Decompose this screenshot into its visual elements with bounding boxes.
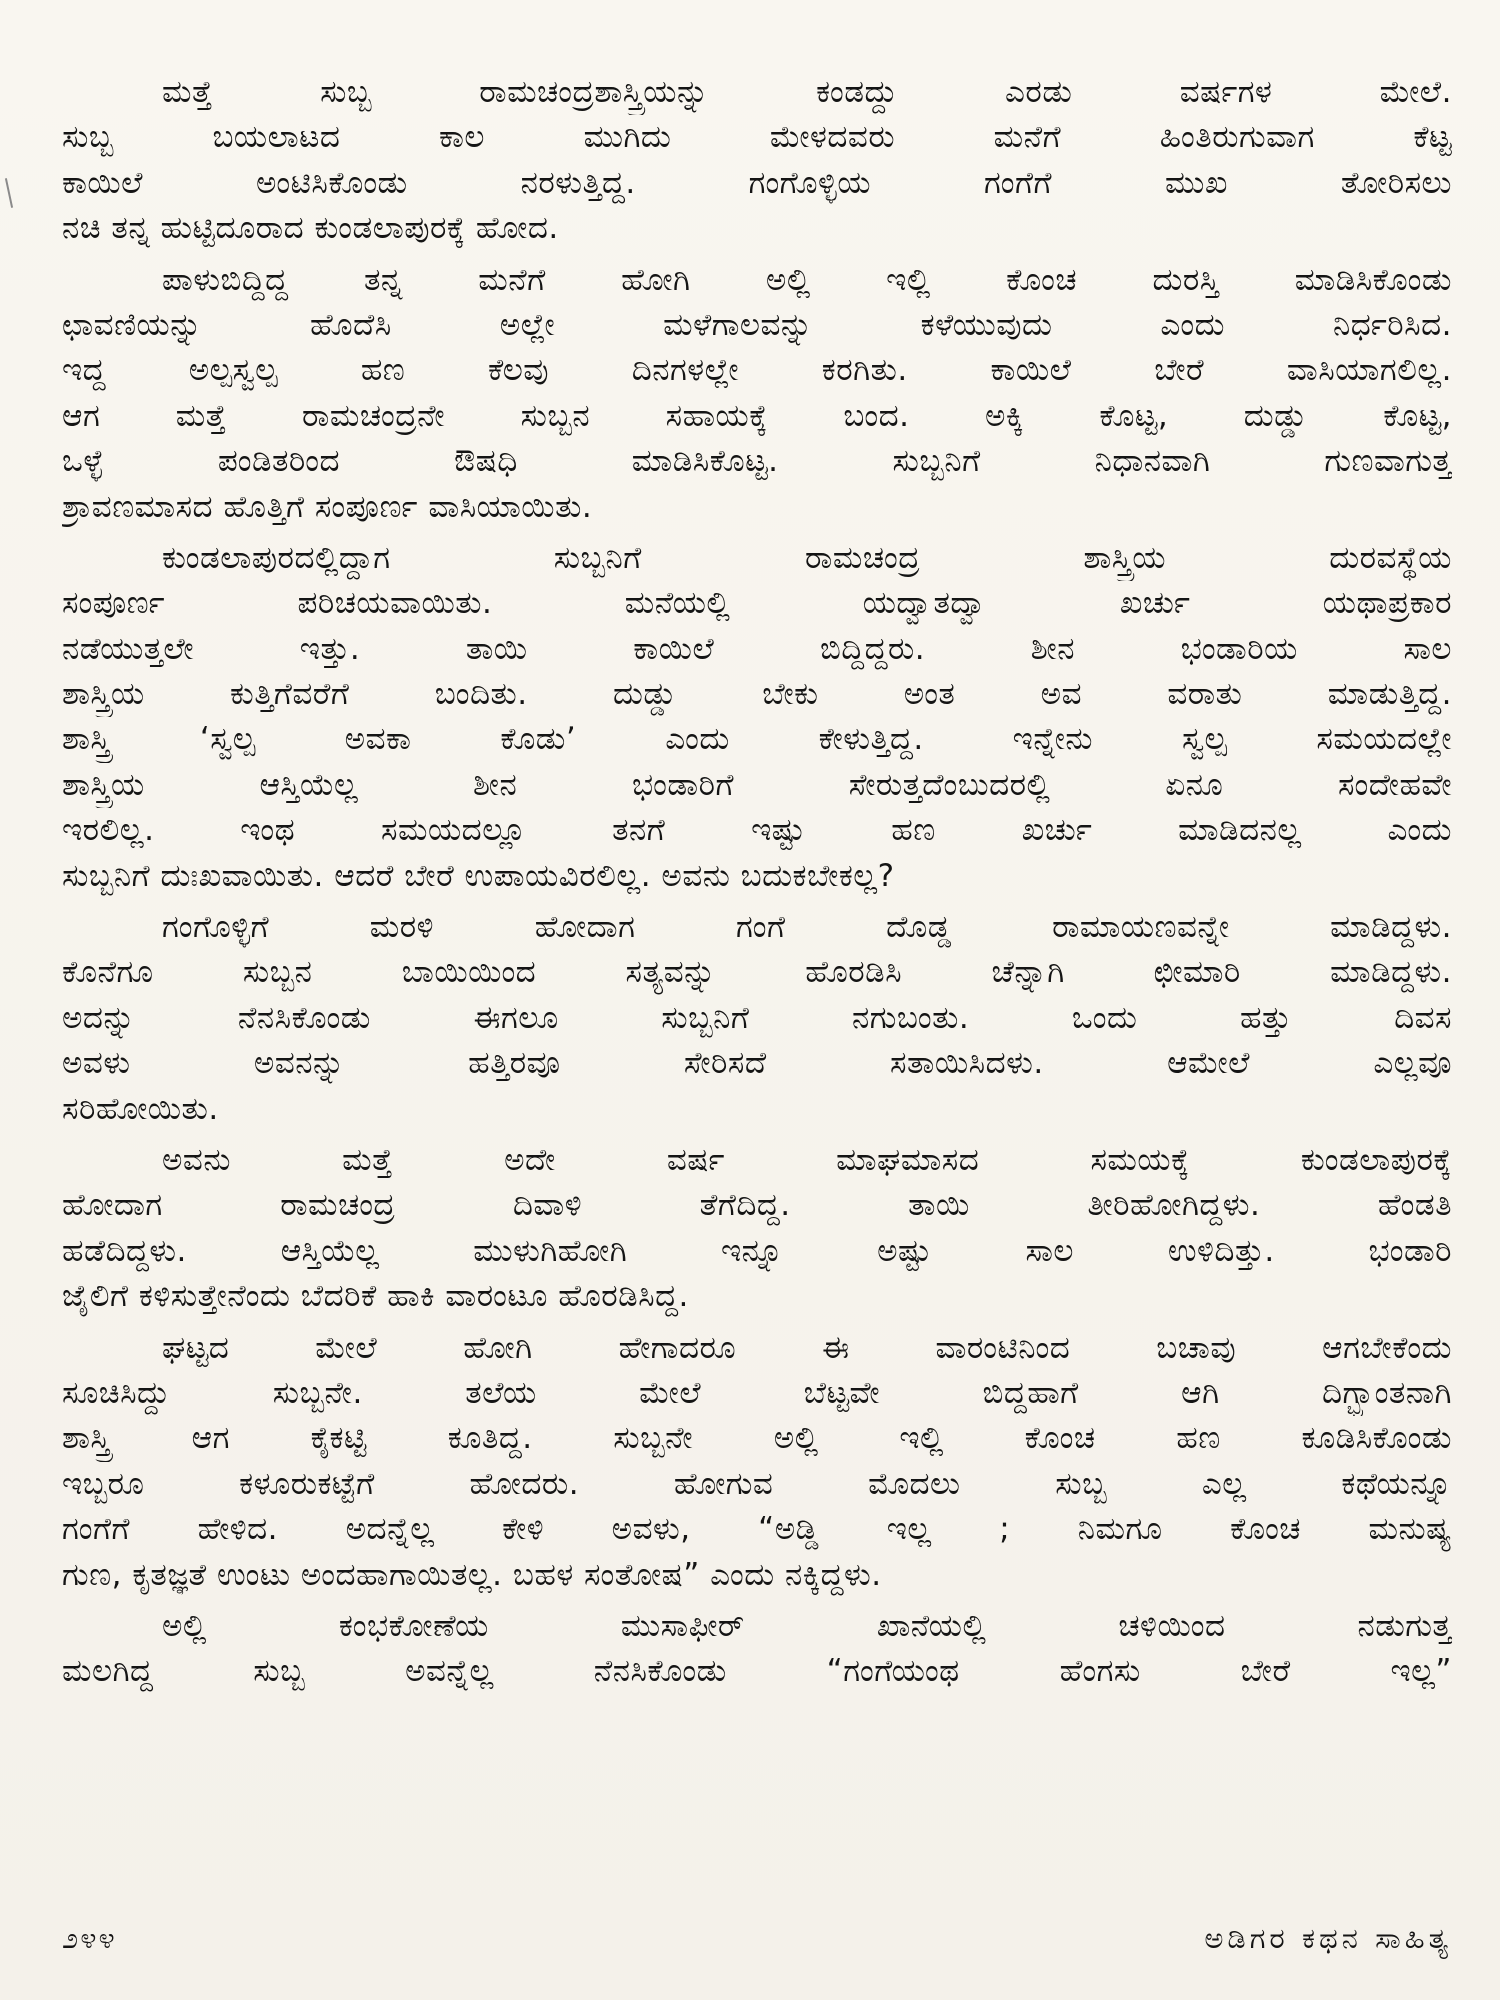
paragraph-2 — [62, 258, 1452, 530]
text-line: ಜೈಲಿಗೆ ಕಳಿಸುತ್ತೇನೆಂದು ಬೆದರಿಕೆ ಹಾಕಿ ವಾರಂಟೂ ಹೊರಡಿಸಿದ್ದ. — [62, 1278, 689, 1315]
paragraph-6 — [62, 1326, 1452, 1598]
text-line: ಕೊನೆಗೂ ಸುಬ್ಬನ ಬಾಯಿಯಿಂದ ಸತ್ಯವನ್ನು ಹೊರಡಿಸಿ ಚೆನ್ನಾಗಿ ಛೀಮಾರಿ ಮಾಡಿದ್ದಳು. — [62, 954, 1452, 991]
text-line: ಇರಲಿಲ್ಲ. ಇಂಥ ಸಮಯದಲ್ಲೂ ತನಗೆ ಇಷ್ಟು ಹಣ ಖರ್ಚು ಮಾಡಿದನಲ್ಲ ಎಂದು — [62, 812, 1452, 849]
paragraph-1 — [62, 70, 1452, 252]
text-line: ಮಲಗಿದ್ದ ಸುಬ್ಬ ಅವನ್ನೆಲ್ಲ ನೆನಸಿಕೊಂಡು “ಗಂಗೆಯಂಥ ಹೆಂಗಸು ಬೇರೆ ಇಲ್ಲ” — [62, 1653, 1452, 1690]
text-line: ಹೋದಾಗ ರಾಮಚಂದ್ರ ದಿವಾಳಿ ತೆಗೆದಿದ್ದ. ತಾಯಿ ತೀರಿಹೋಗಿದ್ದಳು. ಹೆಂಡತಿ — [62, 1187, 1452, 1224]
text-line: ಇಬ್ಬರೂ ಕಳೂರುಕಟ್ಟೆಗೆ ಹೋದರು. ಹೋಗುವ ಮೊದಲು ಸುಬ್ಬ ಎಲ್ಲ ಕಥೆಯನ್ನೂ — [62, 1465, 1452, 1502]
paragraph-7 — [62, 1604, 1452, 1695]
body-text — [62, 70, 1452, 1701]
text-line: ಸುಬ್ಬನಿಗೆ ದುಃಖವಾಯಿತು. ಆದರೆ ಬೇರೆ ಉಪಾಯವಿರಲಿಲ್ಲ. ಅವನು ಬದುಕಬೇಕಲ್ಲ? — [62, 857, 895, 894]
page-footer — [62, 1918, 1452, 1958]
text-line: ಛಾವಣಿಯನ್ನು ಹೊದೆಸಿ ಅಲ್ಲೇ ಮಳೆಗಾಲವನ್ನು ಕಳೆಯುವುದು ಎಂದು ನಿರ್ಧರಿಸಿದ. — [62, 306, 1452, 343]
text-line: ಸುಬ್ಬ ಬಯಲಾಟದ ಕಾಲ ಮುಗಿದು ಮೇಳದವರು ಮನೆಗೆ ಹಿಂತಿರುಗುವಾಗ ಕೆಟ್ಟ — [62, 119, 1452, 156]
text-line: ಆಗ ಮತ್ತೆ ರಾಮಚಂದ್ರನೇ ಸುಬ್ಬನ ಸಹಾಯಕ್ಕೆ ಬಂದ. ಅಕ್ಕಿ ಕೊಟ್ಟ, ದುಡ್ಡು ಕೊಟ್ಟ, — [62, 397, 1452, 434]
text-line: ಅದನ್ನು ನೆನಸಿಕೊಂಡು ಈಗಲೂ ಸುಬ್ಬನಿಗೆ ನಗುಬಂತು. ಒಂದು ಹತ್ತು ದಿವಸ — [62, 999, 1452, 1036]
text-line: ಘಟ್ಟದ ಮೇಲೆ ಹೋಗಿ ಹೇಗಾದರೂ ಈ ವಾರಂಟಿನಿಂದ ಬಚಾವು ಆಗಬೇಕೆಂದು — [162, 1329, 1452, 1366]
text-line: ಅವಳು ಅವನನ್ನು ಹತ್ತಿರವೂ ಸೇರಿಸದೆ ಸತಾಯಿಸಿದಳು. ಆಮೇಲೆ ಎಲ್ಲವೂ — [62, 1045, 1452, 1082]
text-line: ಶ್ರಾವಣಮಾಸದ ಹೊತ್ತಿಗೆ ಸಂಪೂರ್ಣ ವಾಸಿಯಾಯಿತು. — [62, 488, 593, 525]
running-footer-title: ಅಡಿಗರ ಕಥನ ಸಾಹಿತ್ಯ — [1204, 1921, 1452, 1955]
paragraph-5 — [62, 1138, 1452, 1320]
margin-pen-mark — [5, 178, 13, 208]
text-line: ಶಾಸ್ತ್ರಿ ಆಗ ಕೈಕಟ್ಟಿ ಕೂತಿದ್ದ. ಸುಬ್ಬನೇ ಅಲ್ಲಿ ಇಲ್ಲಿ ಕೊಂಚ ಹಣ ಕೂಡಿಸಿಕೊಂಡು — [62, 1420, 1452, 1457]
text-line: ಸೂಚಿಸಿದ್ದು ಸುಬ್ಬನೇ. ತಲೆಯ ಮೇಲೆ ಬೆಟ್ಟವೇ ಬಿದ್ದಹಾಗೆ ಆಗಿ ದಿಗ್ಭ್ರಾಂತನಾಗಿ — [62, 1374, 1452, 1411]
paragraph-4 — [62, 905, 1452, 1132]
text-line: ಒಳ್ಳೆ ಪಂಡಿತರಿಂದ ಔಷಧಿ ಮಾಡಿಸಿಕೊಟ್ಟ. ಸುಬ್ಬನಿಗೆ ನಿಧಾನವಾಗಿ ಗುಣವಾಗುತ್ತ — [62, 443, 1452, 480]
text-line: ಗಂಗೊಳ್ಳಿಗೆ ಮರಳಿ ಹೋದಾಗ ಗಂಗೆ ದೊಡ್ಡ ರಾಮಾಯಣವನ್ನೇ ಮಾಡಿದ್ದಳು. — [162, 909, 1452, 946]
text-line: ಪಾಳುಬಿದ್ದಿದ್ದ ತನ್ನ ಮನೆಗೆ ಹೋಗಿ ಅಲ್ಲಿ ಇಲ್ಲಿ ಕೊಂಚ ದುರಸ್ತಿ ಮಾಡಿಸಿಕೊಂಡು — [162, 261, 1452, 298]
text-line: ಶಾಸ್ತ್ರಿಯ ಕುತ್ತಿಗೆವರೆಗೆ ಬಂದಿತು. ದುಡ್ಡು ಬೇಕು ಅಂತ ಅವ ವರಾತು ಮಾಡುತ್ತಿದ್ದ. — [62, 676, 1452, 713]
page-number: ೨೪೪ — [62, 1921, 117, 1955]
text-line: ಗುಣ, ಕೃತಜ್ಞತೆ ಉಂಟು ಅಂದಹಾಗಾಯಿತಲ್ಲ. ಬಹಳ ಸಂತೋಷ” ಎಂದು ನಕ್ಕಿದ್ದಳು. — [62, 1556, 882, 1593]
text-line: ನಚಿ ತನ್ನ ಹುಟ್ಟಿದೂರಾದ ಕುಂಡಲಾಪುರಕ್ಕೆ ಹೋದ. — [62, 210, 559, 247]
text-line: ಶಾಸ್ತ್ರಿ ‘ಸ್ವಲ್ಪ ಅವಕಾ ಕೊಡು’ ಎಂದು ಕೇಳುತ್ತಿದ್ದ. ಇನ್ನೇನು ಸ್ವಲ್ಪ ಸಮಯದಲ್ಲೇ — [62, 721, 1452, 758]
text-line: ಶಾಸ್ತ್ರಿಯ ಆಸ್ತಿಯೆಲ್ಲ ಶೀನ ಭಂಡಾರಿಗೆ ಸೇರುತ್ತದೆಂಬುದರಲ್ಲಿ ಏನೂ ಸಂದೇಹವೇ — [62, 766, 1452, 803]
text-line: ನಡೆಯುತ್ತಲೇ ಇತ್ತು. ತಾಯಿ ಕಾಯಿಲೆ ಬಿದ್ದಿದ್ದರು. ಶೀನ ಭಂಡಾರಿಯ ಸಾಲ — [62, 630, 1452, 667]
text-line: ಸಂಪೂರ್ಣ ಪರಿಚಯವಾಯಿತು. ಮನೆಯಲ್ಲಿ ಯದ್ವಾತದ್ವಾ ಖರ್ಚು ಯಥಾಪ್ರಕಾರ — [62, 585, 1452, 622]
text-line: ಗಂಗೆಗೆ ಹೇಳಿದ. ಅದನ್ನೆಲ್ಲ ಕೇಳಿ ಅವಳು, “ಅಡ್ಡಿ ಇಲ್ಲ ; ನಿಮಗೂ ಕೊಂಚ ಮನುಷ್ಯ — [62, 1511, 1452, 1548]
text-line: ಸರಿಹೋಯಿತು. — [62, 1090, 219, 1127]
text-line: ಹಡೆದಿದ್ದಳು. ಆಸ್ತಿಯೆಲ್ಲ ಮುಳುಗಿಹೋಗಿ ಇನ್ನೂ ಅಷ್ಟು ಸಾಲ ಉಳಿದಿತ್ತು. ಭಂಡಾರಿ — [62, 1232, 1452, 1269]
text-line: ಕುಂಡಲಾಪುರದಲ್ಲಿದ್ದಾಗ ಸುಬ್ಬನಿಗೆ ರಾಮಚಂದ್ರ ಶಾಸ್ತ್ರಿಯ ದುರವಸ್ಥೆಯ — [162, 539, 1452, 576]
text-line: ಮತ್ತೆ ಸುಬ್ಬ ರಾಮಚಂದ್ರಶಾಸ್ತ್ರಿಯನ್ನು ಕಂಡದ್ದು ಎರಡು ವರ್ಷಗಳ ಮೇಲೆ. — [162, 74, 1452, 110]
text-line: ಕಾಯಿಲೆ ಅಂಟಿಸಿಕೊಂಡು ನರಳುತ್ತಿದ್ದ. ಗಂಗೊಳ್ಳಿಯ ಗಂಗೆಗೆ ಮುಖ ತೋರಿಸಲು — [62, 164, 1452, 201]
paragraph-3 — [62, 536, 1452, 899]
text-line: ಅವನು ಮತ್ತೆ ಅದೇ ವರ್ಷ ಮಾಘಮಾಸದ ಸಮಯಕ್ಕೆ ಕುಂಡಲಾಪುರಕ್ಕೆ — [162, 1141, 1452, 1178]
text-line: ಇದ್ದ ಅಲ್ಪಸ್ವಲ್ಪ ಹಣ ಕೆಲವು ದಿನಗಳಲ್ಲೇ ಕರಗಿತು. ಕಾಯಿಲೆ ಬೇರೆ ವಾಸಿಯಾಗಲಿಲ್ಲ. — [62, 352, 1452, 389]
text-line: ಅಲ್ಲಿ ಕಂಭಕೋಣೆಯ ಮುಸಾಫೀರ್ ಖಾನೆಯಲ್ಲಿ ಚಳಿಯಿಂದ ನಡುಗುತ್ತ — [162, 1607, 1452, 1644]
